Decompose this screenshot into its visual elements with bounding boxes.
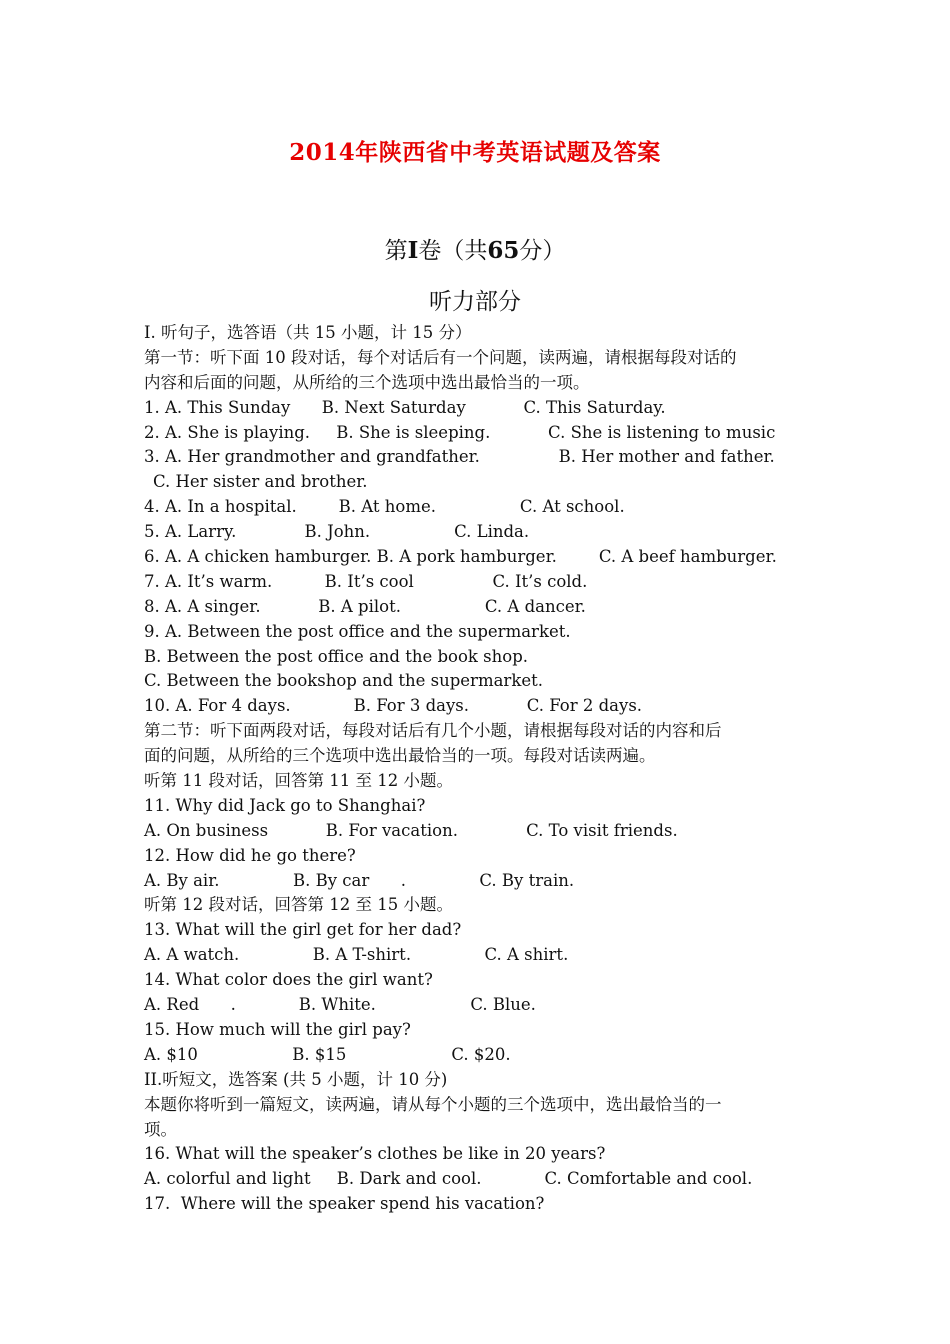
question-line: 6. A. A chicken hamburger. B. A pork hamburger. C. A beef hamburger.: [144, 547, 777, 567]
part-heading: 听力部分: [429, 289, 521, 315]
text-line: 内容和后面的问题，从所给的三个选项中选出最恰当的一项。: [144, 372, 590, 392]
question-line: 11. Why did Jack go to Shanghai?: [144, 795, 426, 815]
text-line: 听第 11 段对话，回答第 11 至 12 小题。: [144, 771, 453, 791]
question-line: 10. A. For 4 days. B. For 3 days. C. For 2 days.: [144, 696, 643, 716]
option-line: B. Between the post office and the book shop.: [144, 646, 528, 666]
question-line: 13. What will the girl get for her dad?: [144, 920, 462, 940]
question-line: 16. What will the speaker’s clothes be like in 20 years?: [144, 1144, 606, 1164]
option-line: A. colorful and light B. Dark and cool. C. Comfortable and cool.: [144, 1169, 753, 1189]
option-line: A. A watch. B. A T-shirt. C. A shirt.: [144, 945, 569, 965]
question-line: 7. A. It’s warm. B. It’s cool C. It’s cold.: [144, 571, 588, 591]
text-line: 第二节：听下面两段对话，每段对话后有几个小题，请根据每段对话的内容和后: [144, 721, 722, 741]
exam-body: [144, 321, 814, 1217]
option-line: A. On business B. For vacation. C. To visit friends.: [144, 820, 678, 840]
section-prefix: 第: [384, 238, 408, 264]
question-line: 8. A. A singer. B. A pilot. C. A dancer.: [144, 596, 586, 616]
text-line: 本题你将听到一篇短文，读两遍，请从每个小题的三个选项中，选出最恰当的一: [144, 1094, 722, 1114]
section-middle: 卷（共: [418, 238, 488, 264]
question-line: 3. A. Her grandmother and grandfather. B. Her mother and father.: [144, 447, 775, 467]
option-line: A. By air. B. By car . C. By train.: [144, 870, 575, 890]
section-heading: [0, 232, 950, 265]
text-line: I. 听句子，选答语（共 15 小题，计 15 分）: [144, 323, 472, 342]
text-line: 项。: [144, 1119, 177, 1139]
question-line: 15. How much will the girl pay?: [144, 1019, 411, 1039]
text-line: II.听短文，选答案 (共 5 小题，计 10 分): [144, 1069, 448, 1089]
option-line: A. Red . B. White. C. Blue.: [144, 995, 536, 1015]
text-line: 第一节：听下面 10 段对话，每个对话后有一个问题，读两遍，请根据每段对话的: [144, 347, 737, 367]
question-line: 17. Where will the speaker spend his vacation?: [144, 1194, 545, 1214]
question-line: 5. A. Larry. B. John. C. Linda.: [144, 522, 530, 542]
document-title: 2014年陕西省中考英语试题及答案: [289, 139, 661, 166]
question-line: 12. How did he go there?: [144, 845, 356, 865]
option-line: C. Her sister and brother.: [153, 472, 368, 492]
section-score: 65: [487, 237, 520, 264]
text-line: 面的问题，从所给的三个选项中选出最恰当的一项。每段对话读两遍。: [144, 746, 656, 766]
question-line: 9. A. Between the post office and the supermarket.: [144, 621, 571, 641]
question-line: 4. A. In a hospital. B. At home. C. At school.: [144, 497, 625, 517]
section-suffix: 分）: [519, 238, 566, 264]
question-line: 14. What color does the girl want?: [144, 970, 433, 990]
section-roman: I: [407, 237, 419, 264]
text-line: 听第 12 段对话，回答第 12 至 15 小题。: [144, 895, 453, 915]
option-line: A. $10 B. $15 C. $20.: [144, 1044, 511, 1064]
option-line: C. Between the bookshop and the supermarket.: [144, 671, 543, 691]
question-line: 2. A. She is playing. B. She is sleeping. C. She is listening to music: [144, 422, 776, 442]
question-line: 1. A. This Sunday B. Next Saturday C. This Saturday.: [144, 397, 666, 417]
